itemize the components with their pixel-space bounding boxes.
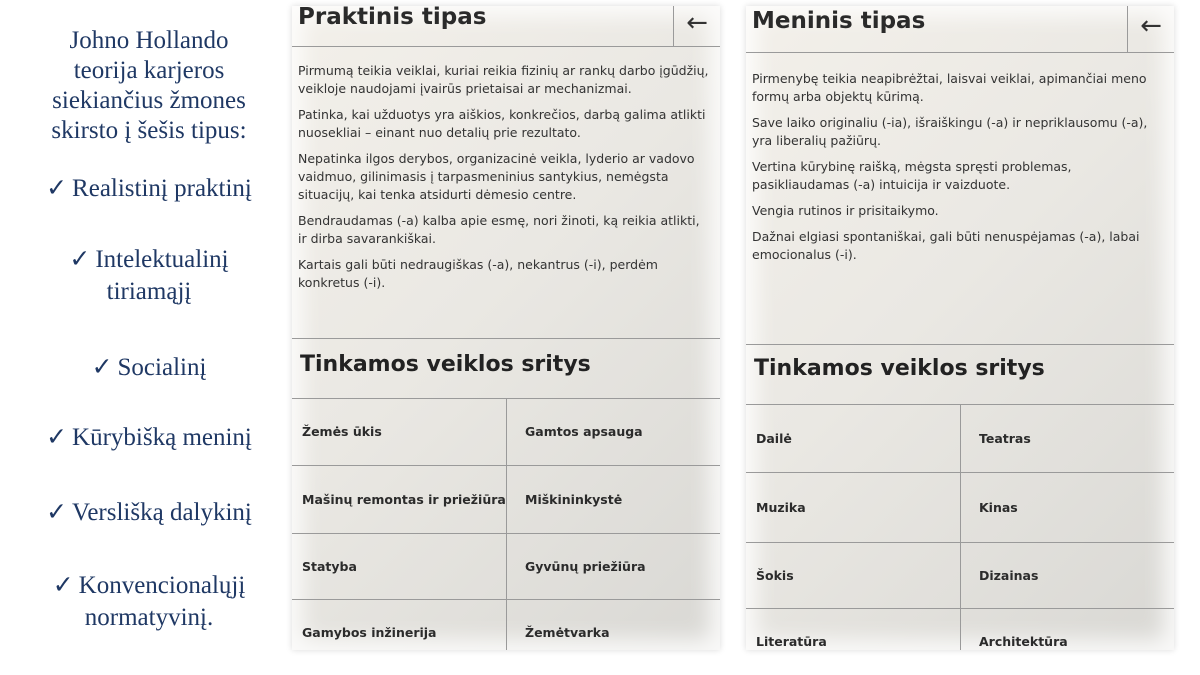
section-divider (746, 344, 1174, 345)
description-paragraph: Kartais gali būti nedraugiškas (-a), nekantrus (-i), perdėm konkretus (-i). (298, 257, 658, 290)
description-paragraph: Vertina kūrybinę raišką, mėgsta spręsti problemas, pasikliaudamas (-a) intuicija ir vaizduote. (752, 159, 1072, 192)
type-item-realistic (18, 174, 280, 204)
check-icon: ✓ (69, 246, 91, 273)
phone-screen-practical (292, 6, 720, 650)
description-paragraph: Nepatinka ilgos derybos, organizacinė veikla, lyderio ar vadovo vaidmuo, gilinimasis į tarpasmeninius santykius, nemėgsta situacijų, kai tenka atsidurti dėmesio centre. (298, 151, 695, 202)
area-cell: Mašinų remontas ir priežiūra (292, 466, 506, 534)
type-label: Kūrybišką meninį (72, 424, 252, 451)
area-cell: Architektūra (960, 609, 1174, 650)
screen-header (746, 6, 1174, 53)
type-item-artistic (18, 423, 280, 453)
intro-heading-line: siekiančius žmones (52, 87, 246, 114)
type-label: Konvencionalųjį (78, 572, 246, 599)
area-cell: Kinas (960, 473, 1174, 543)
type-item-social (18, 353, 280, 383)
type-item-conventional (18, 570, 280, 634)
type-label: Socialinį (117, 354, 207, 381)
type-label: Intelektualinį (95, 246, 229, 273)
type-label-line2: normatyvinį. (84, 604, 214, 631)
description-paragraph: Vengia rutinos ir prisitaikymo. (752, 203, 939, 218)
type-item-investigative (18, 244, 280, 308)
intro-heading-line: skirsto į šešis tipus: (51, 117, 247, 144)
intro-heading-line: teorija karjeros (73, 57, 225, 84)
section-title: Tinkamos veiklos sritys (754, 356, 1045, 381)
check-icon: ✓ (46, 499, 68, 526)
back-arrow-icon[interactable]: ← (1127, 6, 1174, 52)
intro-text (18, 26, 280, 631)
type-label: Verslišką dalykinį (72, 499, 252, 526)
area-cell: Dizainas (960, 543, 1174, 609)
areas-grid (746, 404, 1174, 650)
type-description (298, 62, 710, 300)
description-paragraph: Patinka, kai užduotys yra aiškios, konkrečios, darbą galima atlikti nuosekliai – einant nuo detalių prie rezultato. (298, 107, 706, 140)
intro-heading (18, 26, 280, 146)
area-cell: Gamybos inžinerija (302, 625, 437, 640)
check-icon: ✓ (46, 175, 68, 202)
areas-grid (292, 398, 720, 650)
phone-screen-artistic (746, 6, 1174, 650)
screen-title: Meninis tipas (752, 8, 926, 34)
type-label: Realistinį praktinį (72, 175, 252, 202)
back-arrow-icon[interactable]: ← (673, 6, 720, 46)
description-paragraph: Pirmenybę teikia neapibrėžtai, laisvai veiklai, apimančiai meno formų arba objektų kūrimą. (752, 71, 1147, 104)
area-cell: Žemėtvarka (506, 600, 720, 650)
check-icon: ✓ (91, 354, 113, 381)
description-paragraph: Pirmumą teikia veiklai, kuriai reikia fizinių ar rankų darbo įgūdžių, veikloje naudojami įvairūs prietaisai ar mechanizmai. (298, 63, 709, 96)
section-divider (292, 338, 720, 339)
area-cell: Šokis (746, 543, 960, 609)
area-cell: Gyvūnų priežiūra (506, 534, 720, 600)
check-icon: ✓ (46, 424, 68, 451)
screen-title: Praktinis tipas (298, 6, 487, 30)
screen-header (292, 6, 720, 47)
area-cell: Gamtos apsauga (506, 399, 720, 466)
area-cell: Statyba (292, 534, 506, 600)
check-icon: ✓ (52, 572, 74, 599)
type-description (752, 70, 1164, 272)
type-label-line2: tiriamąjį (106, 278, 192, 305)
intro-heading-line: Johno Hollando (69, 27, 229, 54)
area-cell: Žemės ūkis (292, 399, 506, 466)
area-cell: Miškininkystė (506, 466, 720, 534)
area-cell: Dailė (746, 405, 960, 473)
description-paragraph: Dažnai elgiasi spontaniškai, gali būti nenuspėjamas (-a), labai emocionalus (-i). (752, 229, 1140, 262)
section-title: Tinkamos veiklos sritys (300, 352, 591, 377)
area-cell: Muzika (746, 473, 960, 543)
type-item-enterprising (18, 498, 280, 528)
area-cell: Teatras (960, 405, 1174, 473)
area-cell: Literatūra (756, 634, 827, 649)
description-paragraph: Bendraudamas (-a) kalba apie esmę, nori žinoti, ką reikia atlikti, ir dirba savarankiškai. (298, 213, 700, 246)
description-paragraph: Save laiko originaliu (-ia), išraiškingu (-a) ir nepriklausomu (-a), yra liberalių pažiūrų. (752, 115, 1148, 148)
